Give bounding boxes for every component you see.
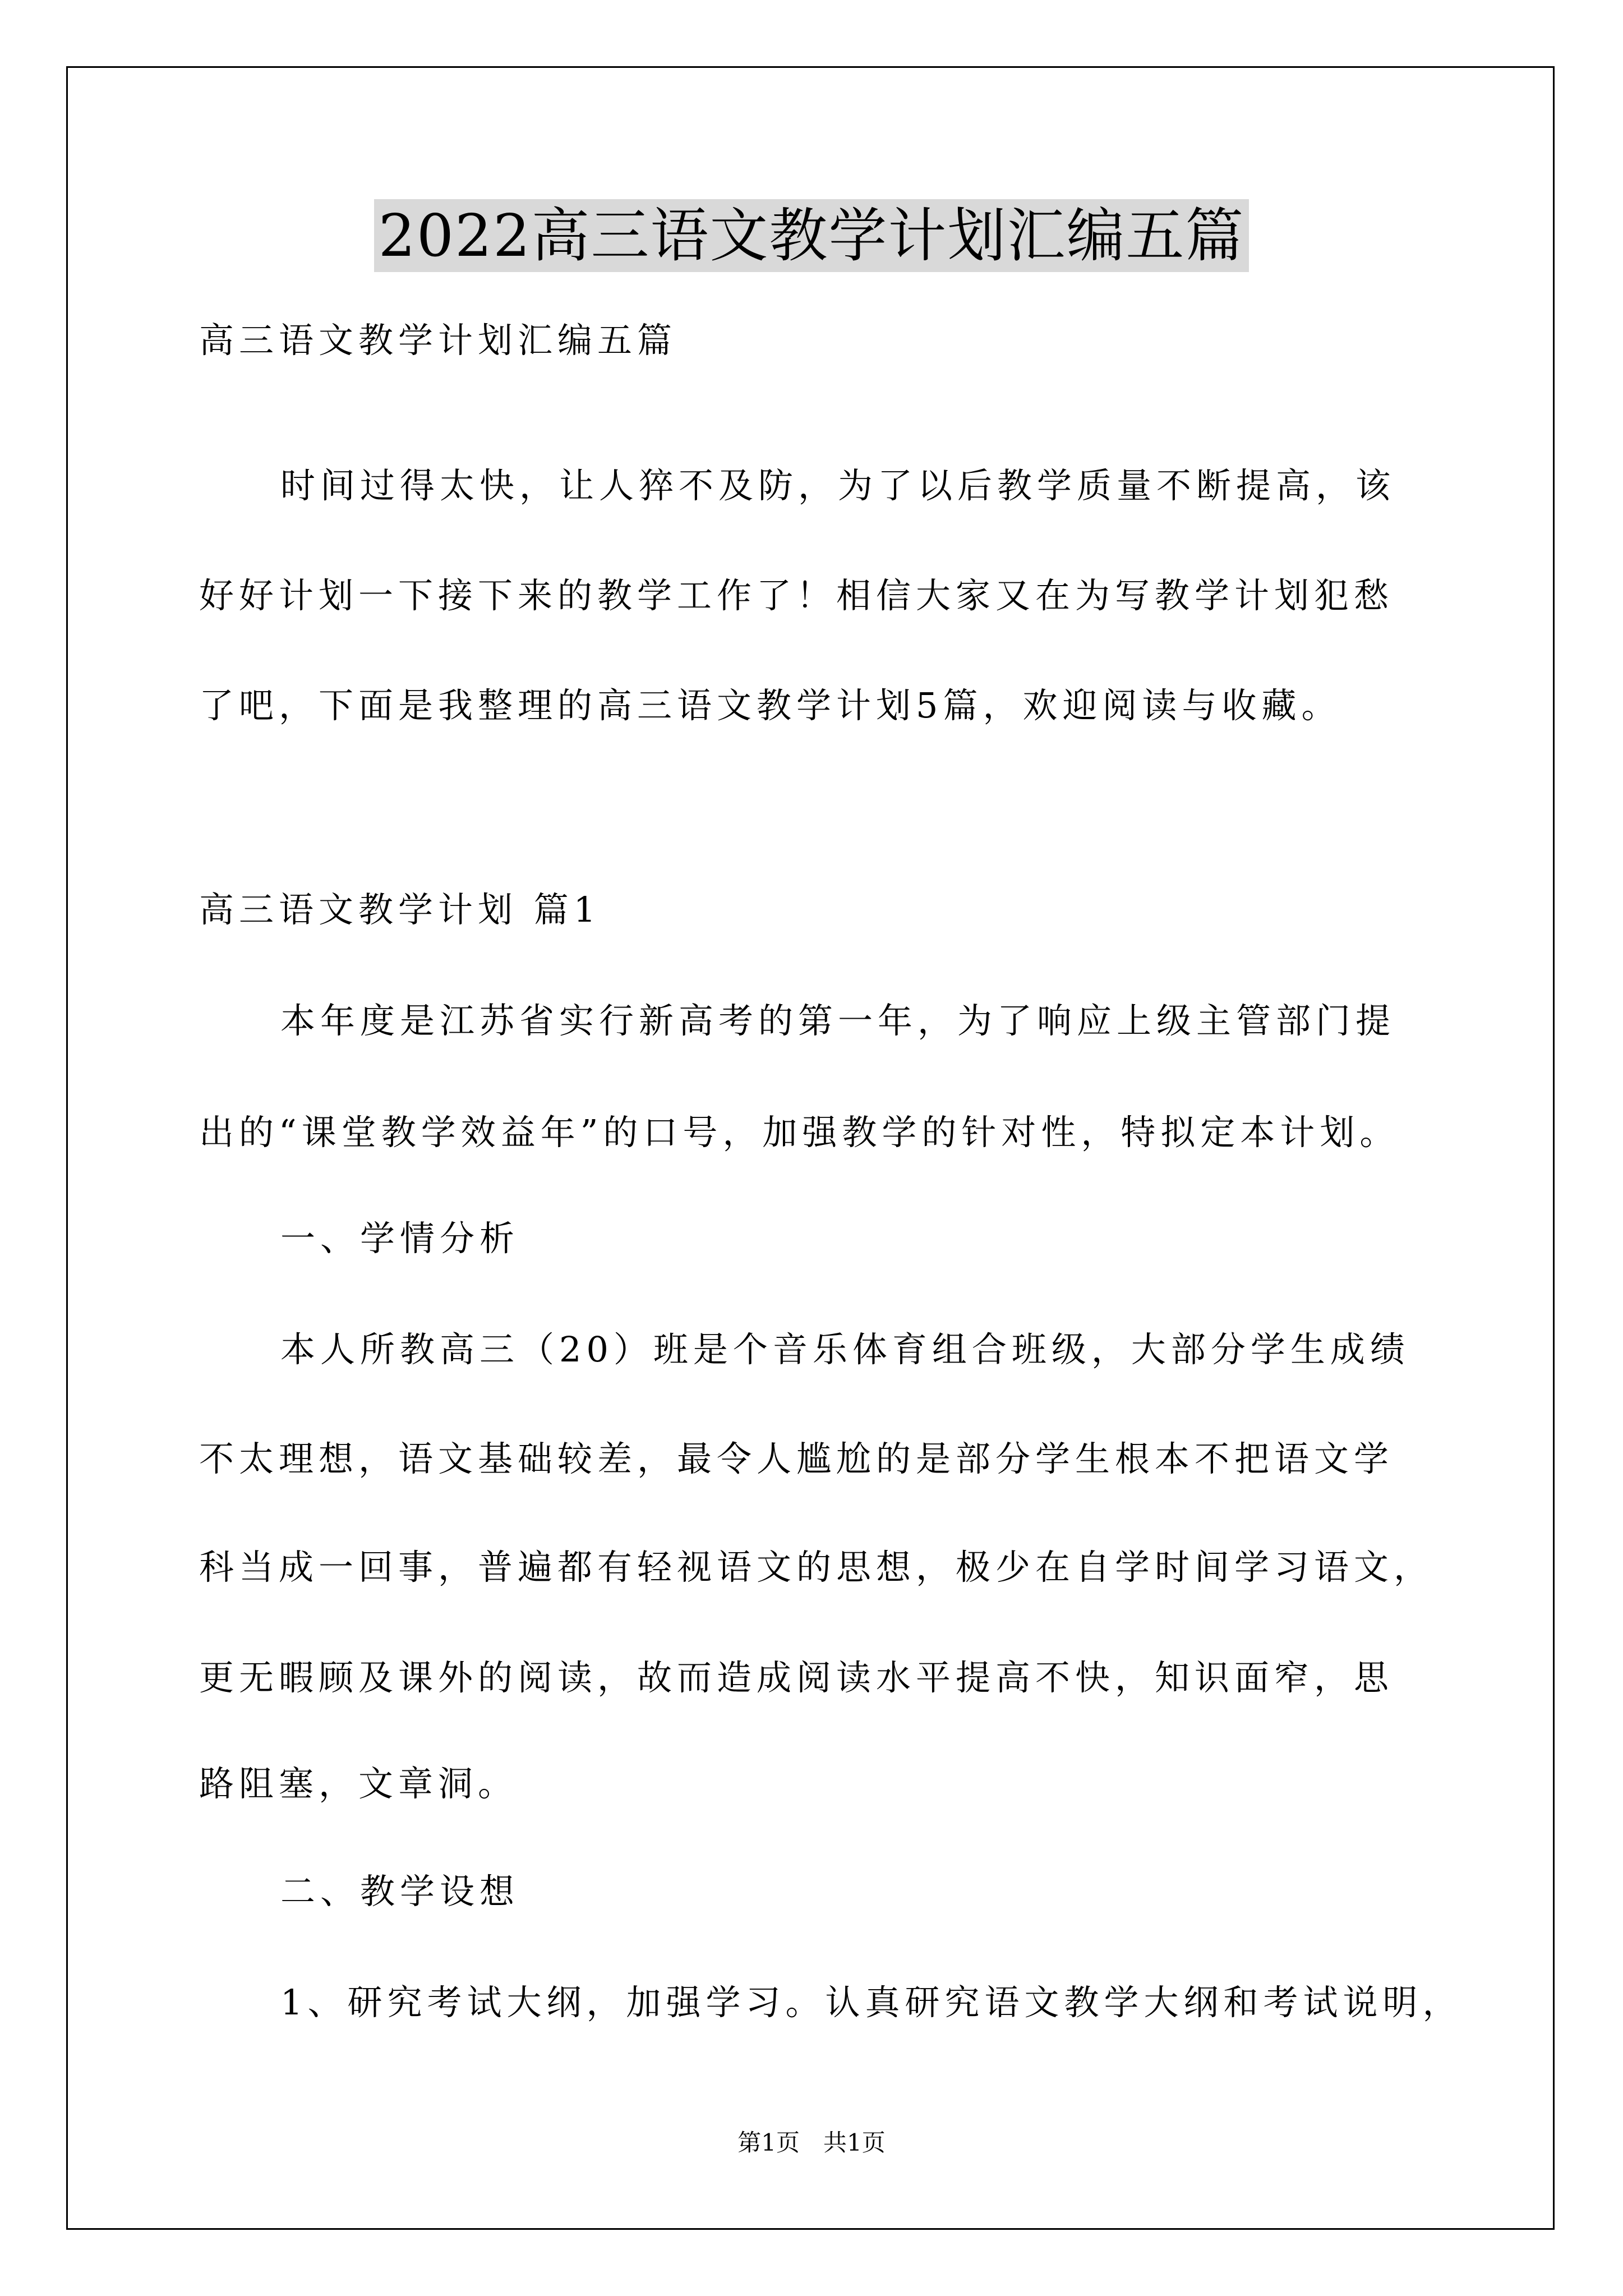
text-line: 1、研究考试大纲，加强学习。认真研究语文教学大纲和考试说明， bbox=[280, 1982, 1463, 2023]
text-line: 时间过得太快，让人猝不及防，为了以后教学质量不断提高，该 bbox=[280, 465, 1396, 506]
text-line: 了吧，下面是我整理的高三语文教学计划5篇，欢迎阅读与收藏。 bbox=[199, 685, 1341, 726]
text-line: 本年度是江苏省实行新高考的第一年，为了响应上级主管部门提 bbox=[280, 1000, 1396, 1041]
document-title: 2022高三语文教学计划汇编五篇 bbox=[374, 199, 1249, 272]
page-footer: 第1页 共1页 bbox=[737, 2129, 886, 2156]
text-line: 不太理想，语文基础较差，最令人尴尬的是部分学生根本不把语文学 bbox=[199, 1438, 1394, 1479]
section-heading: 高三语文教学计划 篇1 bbox=[199, 889, 601, 930]
text-line: 出的“课堂教学效益年”的口号，加强教学的针对性，特拟定本计划。 bbox=[199, 1112, 1400, 1153]
subsection-heading: 二、教学设想 bbox=[280, 1871, 520, 1912]
subsection-heading: 一、学情分析 bbox=[280, 1218, 520, 1259]
text-line: 好好计划一下接下来的教学工作了！相信大家又在为写教学计划犯愁 bbox=[199, 575, 1394, 616]
title-container bbox=[0, 199, 1623, 272]
text-line: 更无暇顾及课外的阅读，故而造成阅读水平提高不快，知识面窄，思 bbox=[199, 1657, 1394, 1698]
subtitle-line: 高三语文教学计划汇编五篇 bbox=[199, 320, 677, 361]
text-line: 科当成一回事，普遍都有轻视语文的思想，极少在自学时间学习语文， bbox=[199, 1547, 1434, 1588]
text-line: 路阻塞，文章洞。 bbox=[199, 1763, 518, 1804]
text-line: 本人所教高三（20）班是个音乐体育组合班级，大部分学生成绩 bbox=[280, 1329, 1410, 1370]
